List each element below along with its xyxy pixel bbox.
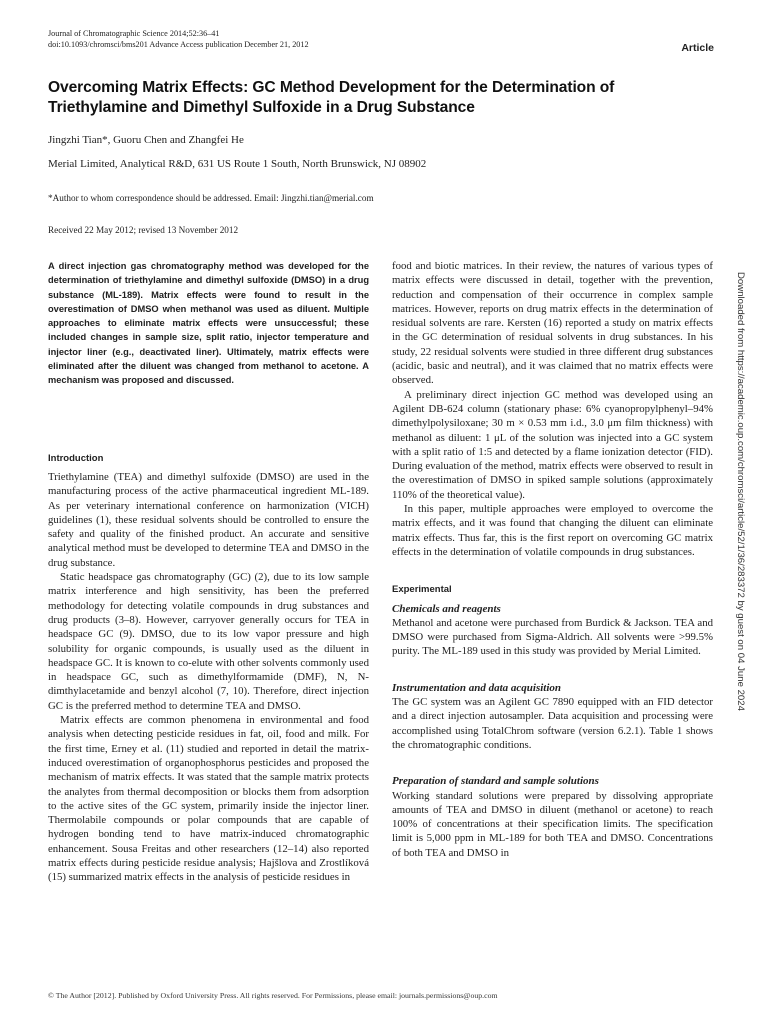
intro-paragraph-1: Triethylamine (TEA) and dimethyl sulfoxide (DMSO) are used in the manufacturing process of the active pharmaceutical ingredient ML-189. As per veterinary international conference on harmonization (VICH) guidelines (1), these residual solvents should be controlled to ensure the safety and quality of the finished product. An accurate and sensitive analytical method must be developed to determine TEA and DMSO in the drug substance. bbox=[48, 470, 369, 569]
correspondence-note: *Author to whom correspondence should be addressed. Email: Jingzhi.tian@merial.com bbox=[48, 193, 374, 203]
journal-citation bbox=[48, 29, 309, 50]
subsection-heading-chemicals: Chemicals and reagents bbox=[392, 602, 501, 615]
intro-paragraph-2: Static headspace gas chromatography (GC) (2), due to its low sample matrix interference and high sensitivity, has been the preferred methodology for detecting volatile compounds in drug substances and drug products (3–8). However, carryover generally occurs for TEA in headspace GC (9). DMSO, due to its low vapor pressure and high solubility for organic compounds, is usually used as the diluent in headspace GC. It is known to co-elute with other solvents commonly used in headspace GC, such as dimethylformamide (DMF), N, N-dimthylacetamide and benzyl alcohol (7, 10). Therefore, direct injection GC is the preferred method to determine TEA and DMSO. bbox=[48, 571, 369, 712]
section-heading-introduction: Introduction bbox=[48, 452, 104, 464]
abstract: A direct injection gas chromatography method was developed for the determination of triethylamine and dimethyl sulfoxide (DMSO) in a drug substance (ML-189). Matrix effects were found to result in the overestimation of DMSO when methanol was used as diluent. Multiple approaches to eliminate matrix effects were unsuccessful; these included changes in sample size, split ratio, injector temperature and injector liner (e.g., deactivated liner). Ultimately, matrix effects were eliminated after the diluent was changed from methanol to acetone. A mechanism was proposed and discussed. bbox=[48, 261, 369, 386]
download-watermark bbox=[732, 272, 750, 752]
affiliation: Merial Limited, Analytical R&D, 631 US Route 1 South, North Brunswick, NJ 08902 bbox=[48, 158, 427, 170]
download-watermark-text: Downloaded from https://academic.oup.com/chromsci/article/52/1/36/283372 by guest on 04 June 2024 bbox=[735, 272, 746, 711]
journal-line-1: Journal of Chromatographic Science 2014;52:36–41 bbox=[48, 29, 220, 38]
chemicals-paragraph: Methanol and acetone were purchased from Burdick & Jackson. TEA and DMSO were purchased from Sigma-Aldrich. All solvents were >99.5% purity. The ML-189 used in this study was provided by Merial Limited. bbox=[392, 616, 713, 658]
section-heading-experimental: Experimental bbox=[392, 584, 452, 596]
intro-paragraph-4: food and biotic matrices. In their review, the natures of various types of matrix effects were discussed in detail, together with the prevention, reduction and compensation of their occurrence in complex sample matrices. However, reports on drug matrix effects in the determination of residual solvents are rare. Kersten (16) reported a study on matrix effects in the GC determination of residual solvents in drug substances. In his study, 22 residual solvents were studied in three different drug substances (acidic, basic and neutral), and it was claimed that no matrix effects were observed. bbox=[392, 260, 713, 387]
received-dates: Received 22 May 2012; revised 13 November 2012 bbox=[48, 225, 239, 235]
authors: Jingzhi Tian*, Guoru Chen and Zhangfei He bbox=[48, 134, 244, 146]
preparation-paragraph: Working standard solutions were prepared by dissolving appropriate amounts of TEA and DMSO in diluent (methanol or acetone) to reach 100% of concentrations at their specification limits. The specification limit is 5,000 ppm in ML-189 for both TEA and DMSO. Concentrations of both TEA and DMSO in bbox=[392, 789, 713, 859]
subsection-heading-preparation: Preparation of standard and sample solutions bbox=[392, 775, 599, 788]
paper-title: Overcoming Matrix Effects: GC Method Development for the Determination of Triethylamine and Dimethyl Sulfoxide in a Drug Substance bbox=[48, 79, 615, 116]
journal-line-2: doi:10.1093/chromsci/bms201 Advance Access publication December 21, 2012 bbox=[48, 39, 309, 49]
copyright-footer: © The Author [2012]. Published by Oxford University Press. All rights reserved. For Permissions, please email: journals.permissions@oup.com bbox=[48, 991, 498, 1000]
intro-paragraph-5: A preliminary direct injection GC method was developed using an Agilent DB-624 column (stationary phase: 6% cyanopropylphenyl–94% dimethylpolysiloxane; 30 m × 0.53 mm i.d., 3.0 μm film thickness) with methanol as diluent: 1 μL of the solution was injected into a GC system with a split ratio of 1:5 and detected by a flame ionization detector (FID). During evaluation of the method, matrix effects were observed to result in the overestimation of DMSO in spiked sample solutions (approximately 110% of the theoretical value). bbox=[392, 388, 713, 501]
intro-paragraph-3: Matrix effects are common phenomena in environmental and food analysis when detecting pesticide residues in fat, oil, food and milk. For the first time, Erney et al. (11) studied and reported in detail the matrix-induced overestimation of organophosphorus pesticides and proposed the mechanism of matrix effects. It was stated that the sample matrix protects the analytes from thermal decomposition or blocks them from adsorption to the active sites of the GC system, primarily inside the injector liner. Thermolabile compounds or polar compounds that are capable of hydrogen bonding tend to have matrix-induced chromatographic enhancement. Sousa Freitas and other researchers (12–14) also reported matrix effects during pesticide residue analysis; Hajšlova and Zrostlíková (15) summarized matrix effects in the analysis of pesticide residues in bbox=[48, 714, 369, 884]
article-type-label: Article bbox=[681, 42, 714, 54]
intro-paragraph-6: In this paper, multiple approaches were employed to overcome the matrix effects, and it was found that changing the diluent can eliminate matrix effects. Thus far, this is the first report on overcoming GC matrix effects in the determination of volatile compounds in drug substances. bbox=[392, 503, 713, 558]
right-column bbox=[392, 259, 713, 860]
instrumentation-paragraph: The GC system was an Agilent GC 7890 equipped with an FID detector and a direct injection autosampler. Data acquisition and processing were accomplished using TotalChrom software (version 6.2.1). Table 1 shows the chromatographic conditions. bbox=[392, 696, 713, 751]
subsection-heading-instrumentation: Instrumentation and data acquisition bbox=[392, 681, 562, 694]
left-column bbox=[48, 259, 369, 885]
